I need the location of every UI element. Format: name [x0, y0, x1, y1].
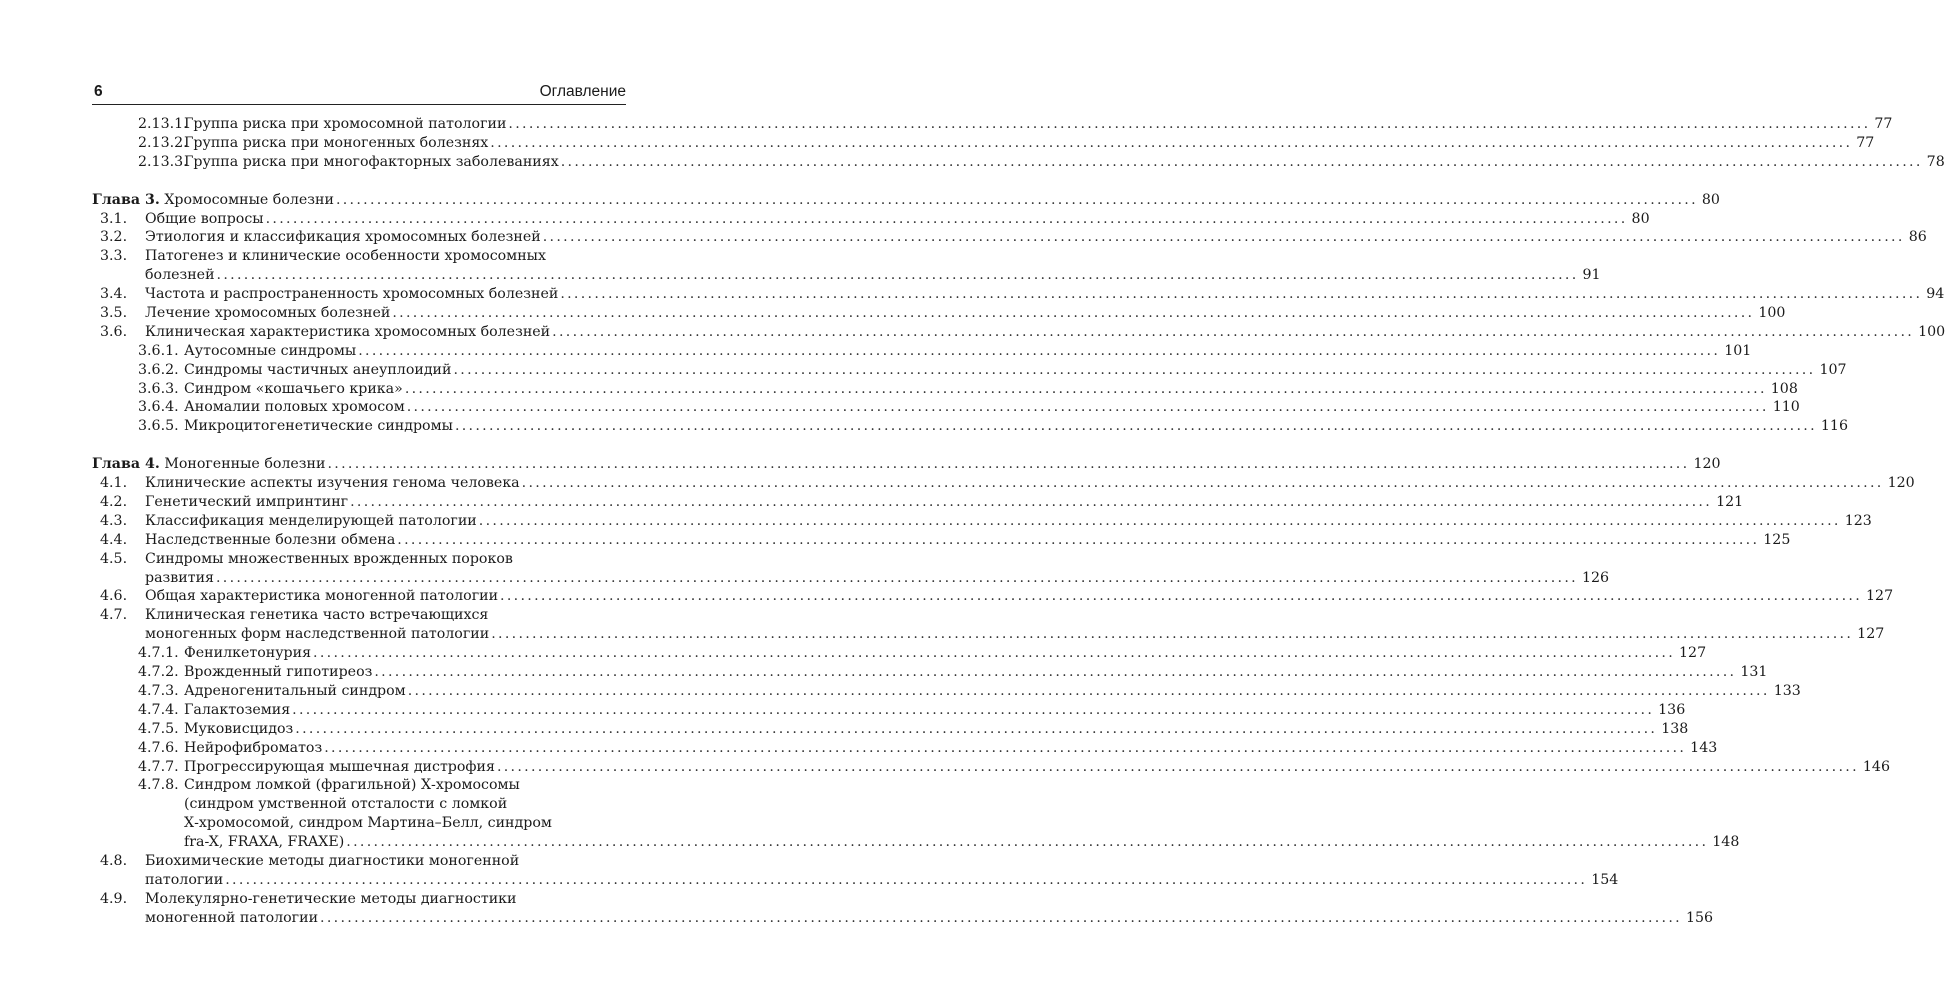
- entry-title-line: [184, 682, 1801, 701]
- toc-entry-row: [92, 285, 1945, 304]
- page-ref: 133: [1773, 682, 1801, 699]
- entry-number: 3.5.: [100, 305, 128, 322]
- page-ref: 91: [1582, 267, 1601, 284]
- entry-title: Фенилкетонурия: [184, 645, 312, 662]
- dot-leader: ........................................................................................................................................................................................................: [453, 361, 1816, 378]
- entry-title: Лечение хромосомных болезней: [145, 305, 391, 322]
- dot-leader: ........................................................................................................................................................................................................: [478, 512, 1841, 529]
- page-ref: 77: [1874, 116, 1893, 132]
- page-ref: 100: [1758, 305, 1786, 322]
- entry-title: Синдромы частичных анеуплоидий: [184, 361, 452, 378]
- toc-entry-row: [92, 323, 1945, 342]
- page-ref: 127: [1857, 626, 1885, 643]
- entry-number: 4.3.: [100, 512, 128, 529]
- toc-entry-row: [92, 625, 1885, 644]
- dot-leader: ........................................................................................................................................................................................................: [320, 909, 1682, 926]
- entry-number: 3.6.5.: [138, 418, 179, 435]
- page-ref: 86: [1908, 229, 1927, 246]
- entry-number: 3.3.: [100, 248, 128, 265]
- entry-title-line: [145, 228, 1927, 247]
- chapter-label: Глава 3.: [92, 191, 160, 208]
- toc-entry-row: [92, 644, 1707, 663]
- entry-number: 3.1.: [100, 210, 128, 227]
- page-ref: 107: [1819, 361, 1847, 378]
- dot-leader: ........................................................................................................................................................................................................: [374, 664, 1737, 681]
- entry-title: Патогенез и клинические особенности хромосомных: [145, 248, 546, 265]
- page-ref: 77: [1856, 134, 1875, 151]
- page-ref: 138: [1661, 720, 1689, 737]
- toc-entry-row: [92, 890, 626, 909]
- section-gap: [92, 436, 626, 455]
- page-ref: 127: [1679, 645, 1707, 662]
- entry-title-line: [184, 739, 1718, 758]
- page-ref: 143: [1690, 739, 1718, 756]
- entry-title: Биохимические методы диагностики моногенной: [145, 852, 520, 869]
- entry-number: 4.9.: [100, 890, 128, 907]
- entry-title: Наследственные болезни обмена: [145, 531, 396, 548]
- toc-entry-row: [92, 398, 1800, 417]
- entry-title: Общие вопросы: [145, 210, 264, 227]
- chapter-title: Моногенные болезни: [164, 456, 326, 473]
- toc-entry-row: [92, 776, 626, 795]
- entry-title: Группа риска при хромосомной патологии: [184, 116, 507, 132]
- entry-number: 4.7.4.: [138, 701, 179, 718]
- dot-leader: ........................................................................................................................................................................................................: [313, 645, 1676, 662]
- entry-title: Генетический импринтинг: [145, 494, 349, 511]
- entry-title-line: [92, 455, 1721, 474]
- entry-title: Молекулярно-генетические методы диагностики: [145, 890, 517, 907]
- toc-entry-row: [92, 739, 1718, 758]
- entry-title-line: [145, 531, 1791, 550]
- dot-leader: ........................................................................................................................................................................................................: [454, 418, 1817, 435]
- entry-title: Галактоземия: [184, 701, 291, 718]
- page-ref: 94: [1926, 286, 1945, 303]
- dot-leader: ........................................................................................................................................................................................................: [215, 569, 1578, 586]
- entry-number: 4.2.: [100, 494, 128, 511]
- dot-leader: ........................................................................................................................................................................................................: [508, 116, 1871, 132]
- chapter-label: Глава 4.: [92, 456, 160, 473]
- entry-title-line: [184, 342, 1752, 361]
- entry-number: 4.7.: [100, 607, 128, 624]
- entry-number: 2.13.3.: [138, 153, 188, 170]
- entry-title-line: [184, 776, 626, 795]
- page-ref: 156: [1686, 909, 1714, 926]
- entry-number: 3.2.: [100, 229, 128, 246]
- entry-number: 4.7.5.: [138, 720, 179, 737]
- toc-entry-row: [92, 606, 626, 625]
- page-number: 6: [94, 83, 103, 100]
- toc-entry-row: [92, 569, 1610, 588]
- toc-entry-row: [92, 266, 1601, 285]
- header-rule: [92, 104, 626, 105]
- entry-number: 4.1.: [100, 475, 128, 492]
- dot-leader: ........................................................................................................................................................................................................: [491, 626, 1854, 643]
- entry-title-line: [145, 266, 1601, 285]
- toc-entry-row: [92, 361, 1847, 380]
- dot-leader: ........................................................................................................................................................................................................: [225, 871, 1588, 888]
- entry-title-line: [145, 569, 1610, 588]
- toc-entry-row: [92, 304, 1786, 323]
- dot-leader: ........................................................................................................................................................................................................: [521, 475, 1884, 492]
- page-ref: 116: [1820, 418, 1848, 435]
- page-ref: 120: [1693, 456, 1721, 473]
- entry-title-line: [184, 758, 1890, 777]
- entry-number: 4.7.1.: [138, 645, 179, 662]
- page-ref: 146: [1862, 758, 1890, 775]
- entry-title-line: [184, 833, 1740, 852]
- chapter-title: Хромосомные болезни: [164, 191, 334, 208]
- entry-title: Микроцитогенетические синдромы: [184, 418, 453, 435]
- toc-entry-row: [92, 550, 626, 569]
- entry-number: 3.6.4.: [138, 399, 179, 416]
- entry-title: Клинические аспекты изучения генома человека: [145, 475, 520, 492]
- dot-leader: ........................................................................................................................................................................................................: [216, 267, 1579, 284]
- entry-number: 4.7.6.: [138, 739, 179, 756]
- entry-number: 2.13.1.: [138, 116, 188, 132]
- entry-title-line: [184, 417, 1848, 436]
- entry-title: Врожденный гипотиреоз: [184, 664, 373, 681]
- entry-title-line: [145, 323, 1945, 342]
- entry-title: Адреногенитальный синдром: [184, 682, 406, 699]
- entry-title: болезней: [145, 267, 215, 284]
- toc-entry-row: [92, 833, 1740, 852]
- entry-number: 4.4.: [100, 531, 128, 548]
- entry-title: Синдром «кошачьего крика»: [184, 380, 403, 397]
- dot-leader: ........................................................................................................................................................................................................: [407, 682, 1770, 699]
- page-ref: 100: [1918, 323, 1945, 340]
- dot-leader: ........................................................................................................................................................................................................: [358, 342, 1721, 359]
- page-ref: 123: [1844, 512, 1872, 529]
- entry-title: fra-X, FRAXA, FRAXE): [184, 834, 345, 851]
- toc-entry-row: [92, 701, 1686, 720]
- entry-title: патологии: [145, 871, 224, 888]
- entry-title: Прогрессирующая мышечная дистрофия: [184, 758, 495, 775]
- dot-leader: ........................................................................................................................................................................................................: [404, 380, 1767, 397]
- dot-leader: ........................................................................................................................................................................................................: [346, 834, 1709, 851]
- entry-title: Х-хромосомой, синдром Мартина–Белл, синдром: [184, 815, 552, 832]
- entry-title-line: [145, 493, 1744, 512]
- page-ref: 80: [1701, 191, 1720, 208]
- toc-entry-row: [92, 417, 1848, 436]
- entry-title: Клиническая генетика часто встречающихся: [145, 607, 489, 624]
- entry-title-line: [184, 398, 1800, 417]
- entry-title-line: [184, 380, 1798, 399]
- entry-title: Нейрофиброматоз: [184, 739, 323, 756]
- entry-title: Синдром ломкой (фрагильной) Х-хромосомы: [184, 777, 520, 794]
- entry-number: 3.6.3.: [138, 380, 179, 397]
- page-ref: 108: [1770, 380, 1798, 397]
- entry-title: моногенных форм наследственной патологии: [145, 626, 490, 643]
- entry-title-line: [145, 474, 1915, 493]
- toc-entry-row: [92, 134, 1875, 153]
- dot-leader: ........................................................................................................................................................................................................: [542, 229, 1905, 246]
- dot-leader: ........................................................................................................................................................................................................: [335, 191, 1698, 208]
- section-gap: [92, 172, 626, 191]
- toc-entry-row: [92, 493, 1744, 512]
- page-ref: 125: [1763, 531, 1791, 548]
- entry-title-line: [145, 909, 1714, 928]
- entry-title: Муковисцидоз: [184, 720, 294, 737]
- page-ref: 78: [1926, 153, 1945, 170]
- toc-entry-row: [92, 795, 626, 814]
- toc-entry-row: [92, 720, 1689, 739]
- entry-title: Группа риска при моногенных болезнях: [184, 134, 489, 151]
- page-ref: 80: [1631, 210, 1650, 227]
- dot-leader: ........................................................................................................................................................................................................: [392, 305, 1755, 322]
- entry-title-line: [145, 852, 626, 871]
- entry-number: 4.8.: [100, 852, 128, 869]
- dot-leader: ........................................................................................................................................................................................................: [500, 588, 1863, 605]
- entry-number: 4.7.8.: [138, 777, 179, 794]
- entry-title: Группа риска при многофакторных заболеваниях: [184, 153, 559, 170]
- dot-leader: ........................................................................................................................................................................................................: [496, 758, 1859, 775]
- dot-leader: ........................................................................................................................................................................................................: [560, 286, 1923, 303]
- entry-title-line: [184, 663, 1768, 682]
- entry-title: Аномалии половых хромосом: [184, 399, 405, 416]
- dot-leader: ........................................................................................................................................................................................................: [397, 531, 1760, 548]
- entry-title: [92, 455, 325, 474]
- entry-title: Клиническая характеристика хромосомных болезней: [145, 323, 551, 340]
- page-ref: 154: [1591, 871, 1619, 888]
- entry-number: 4.7.3.: [138, 682, 179, 699]
- entry-title-line: [145, 625, 1885, 644]
- entry-title-line: [184, 361, 1847, 380]
- entry-title-line: [184, 795, 626, 814]
- page-ref: 136: [1658, 701, 1686, 718]
- entry-title-line: [145, 871, 1619, 890]
- dot-leader: ........................................................................................................................................................................................................: [292, 701, 1655, 718]
- entry-title: моногенной патологии: [145, 909, 319, 926]
- toc-entry-row: [92, 474, 1915, 493]
- entry-title-line: [145, 210, 1650, 229]
- entry-title-line: [184, 814, 626, 833]
- entry-title-line: [145, 890, 626, 909]
- entry-number: 4.6.: [100, 588, 128, 605]
- entry-title-line: [92, 191, 1720, 210]
- entry-title-line: [184, 115, 1893, 134]
- toc-entry-row: [92, 663, 1768, 682]
- toc-entry-row: [92, 228, 1927, 247]
- entry-number: 3.6.2.: [138, 361, 179, 378]
- toc-entry-row: [92, 587, 1894, 606]
- toc-entry-row: [92, 512, 1872, 531]
- entry-title: (синдром умственной отсталости с ломкой: [184, 796, 508, 813]
- toc-entry-row: [92, 115, 1893, 134]
- entry-title-line: [145, 512, 1872, 531]
- entry-title-line: [145, 606, 626, 625]
- toc-entry-row: [92, 153, 1945, 172]
- page-ref: 101: [1724, 342, 1752, 359]
- table-of-contents: [92, 115, 1945, 928]
- toc-chapter-row: [92, 191, 1720, 210]
- entry-title-line: [145, 304, 1786, 323]
- entry-title: Частота и распространенность хромосомных болезней: [145, 286, 559, 303]
- entry-title: Классификация менделирующей патологии: [145, 512, 477, 529]
- entry-title-line: [184, 153, 1945, 172]
- entry-title: [92, 191, 334, 210]
- toc-chapter-row: [92, 455, 1721, 474]
- entry-title-line: [145, 285, 1945, 304]
- toc-entry-row: [92, 682, 1801, 701]
- entry-title: развития: [145, 569, 214, 586]
- page-ref: 126: [1581, 569, 1610, 586]
- toc-entry-row: [92, 758, 1890, 777]
- toc-entry-row: [92, 210, 1650, 229]
- page-ref: 148: [1712, 834, 1740, 851]
- dot-leader: ........................................................................................................................................................................................................: [295, 720, 1658, 737]
- toc-entry-row: [92, 852, 626, 871]
- toc-entry-row: [92, 342, 1752, 361]
- dot-leader: ........................................................................................................................................................................................................: [327, 456, 1690, 473]
- entry-number: 4.7.2.: [138, 664, 179, 681]
- toc-entry-row: [92, 871, 1619, 890]
- entry-title-line: [145, 247, 626, 266]
- entry-title-line: [184, 134, 1875, 153]
- dot-leader: ........................................................................................................................................................................................................: [560, 153, 1923, 170]
- page-ref: 121: [1716, 494, 1744, 511]
- entry-title-line: [184, 644, 1707, 663]
- entry-title-line: [184, 701, 1686, 720]
- entry-title: Этиология и классификация хромосомных болезней: [145, 229, 541, 246]
- entry-title-line: [184, 720, 1689, 739]
- dot-leader: ........................................................................................................................................................................................................: [406, 399, 1769, 416]
- page-ref: 131: [1740, 664, 1768, 681]
- entry-number: 4.7.7.: [138, 758, 179, 775]
- entry-title-line: [145, 550, 626, 569]
- dot-leader: ........................................................................................................................................................................................................: [490, 134, 1853, 151]
- entry-title: Синдромы множественных врожденных пороков: [145, 550, 513, 567]
- toc-entry-row: [92, 380, 1798, 399]
- entry-title-line: [145, 587, 1894, 606]
- running-head: Оглавление: [539, 83, 626, 100]
- entry-number: 4.5.: [100, 550, 128, 567]
- dot-leader: ........................................................................................................................................................................................................: [552, 323, 1915, 340]
- toc-entry-row: [92, 814, 626, 833]
- page-ref: 120: [1887, 475, 1915, 492]
- entry-number: 3.6.: [100, 323, 128, 340]
- page-ref: 127: [1866, 588, 1894, 605]
- entry-number: 2.13.2.: [138, 134, 188, 151]
- entry-title: Общая характеристика моногенной патологии: [145, 588, 499, 605]
- toc-entry-row: [92, 909, 1714, 928]
- toc-entry-row: [92, 247, 626, 266]
- dot-leader: ........................................................................................................................................................................................................: [265, 210, 1628, 227]
- entry-number: 3.4.: [100, 286, 128, 303]
- dot-leader: ........................................................................................................................................................................................................: [350, 494, 1713, 511]
- entry-title: Аутосомные синдромы: [184, 342, 357, 359]
- toc-entry-row: [92, 531, 1791, 550]
- entry-number: 3.6.1.: [138, 342, 179, 359]
- dot-leader: ........................................................................................................................................................................................................: [324, 739, 1687, 756]
- page-ref: 110: [1772, 399, 1800, 416]
